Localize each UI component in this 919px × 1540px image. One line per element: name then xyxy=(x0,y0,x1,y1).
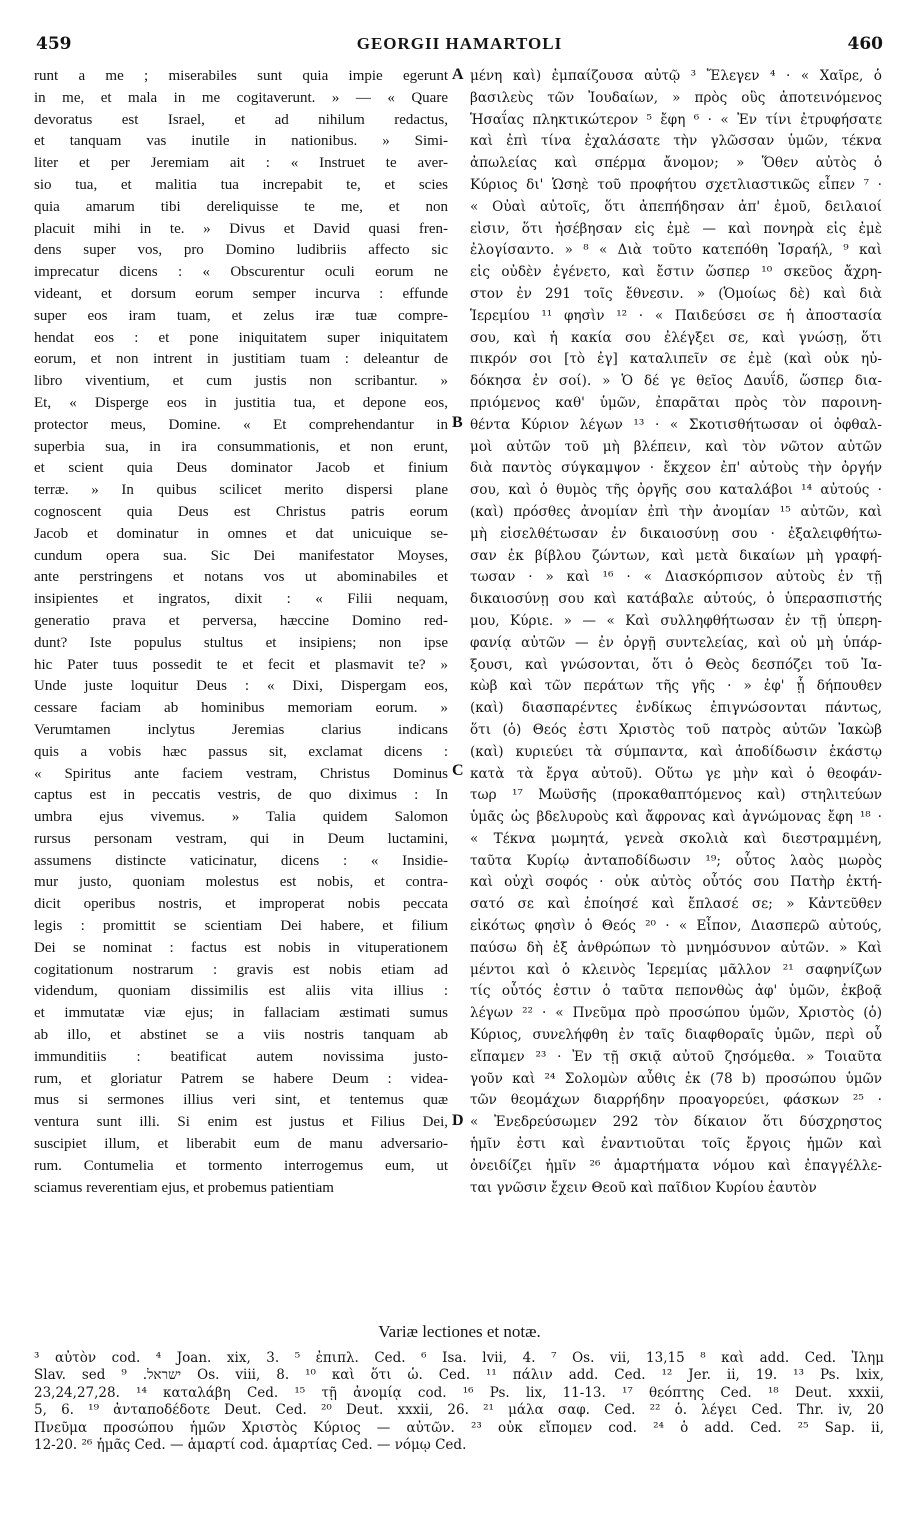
notes-title: Variæ lectiones et notæ. xyxy=(378,1322,541,1341)
greek-text-line: καὶ ἐπὶ τίνα ἐχαλάσατε τὴν γλῶσσαν ὑμῶν, τέκνα xyxy=(470,133,882,150)
latin-text-line: dens super vos, pro Domino ludibriis affecto sic xyxy=(34,242,448,259)
latin-text-line: ante perstringens et notans vos ut abominabiles et xyxy=(34,569,448,586)
latin-text-line: ab illo, et abstinet se a viis nostris tanquam ab xyxy=(34,1027,448,1044)
note-line: Slav. sed ישראל. ⁹ Os. viii, 8. ¹⁰ καὶ ὅτι ὡ. Ced. ¹¹ πάλιν add. Ced. ¹² Jer. ii, 19. ¹³ Ps. lxix, xyxy=(34,1367,884,1384)
greek-text-line: πικρόν σοι [τὸ ἐγ] καταλιπεῖν σε ἐμὲ (καὶ οὐκ ηὐ- xyxy=(470,351,882,368)
page-number-right: 460 xyxy=(847,34,883,54)
latin-text-line: in me, et mala in me cogitaverunt. » — « Quare xyxy=(34,89,448,106)
note-line: Πνεῦμα προσώπου ἡμῶν Χριστὸς Κύριος — αὐτῶν. ²³ οὐκ εἴπομεν cod. ²⁴ ὁ add. Ced. ²⁵ Sap. ii, xyxy=(34,1419,884,1436)
variant-notes xyxy=(34,1350,884,1454)
greek-text-line: μου, Κύριε. » — « Καὶ συλληφθήτωσαν ἐν τῇ ὑπερη- xyxy=(470,612,882,629)
greek-text-line: σου, καὶ ἡ κακία σου ἐλέγξει σε, καὶ γνώσῃ, ὅτι xyxy=(470,329,882,346)
greek-text-line: μὴ εἰσελθέτωσαν ἐν δικαιοσύνῃ σου · ἐξαλειφθήτω- xyxy=(470,525,882,542)
latin-text-line: imprecatur dicens : « Obscurentur oculi eorum ne xyxy=(34,264,448,281)
latin-text-line: super eos iram tuam, et zelus iræ tuæ compre- xyxy=(34,307,448,324)
latin-text-line: protector meus, Domine. « Et comprehendantur in xyxy=(34,416,448,433)
latin-text-line: videant, et dorsum eorum semper incurva : effunde xyxy=(34,285,448,302)
latin-text-line: et tanquam vas inutile in nationibus. » Simi- xyxy=(34,133,448,150)
page-header xyxy=(36,34,883,58)
latin-text-line: liter et per Jeremiam ait : « Instruet te aver- xyxy=(34,155,448,172)
greek-text-line: τωσαν · » καὶ ¹⁶ · « Διασκόρπισον αὐτοὺς ἐν τῇ xyxy=(470,569,882,586)
greek-text-line: (καὶ) κυριεύει τὰ σύμπαντα, καὶ ἀποδίδωσιν ἑκάστῳ xyxy=(470,743,882,760)
margin-letter-a: A xyxy=(452,66,464,83)
latin-text-line: et immutatæ viæ ejus; in fallaciam æstimati sumus xyxy=(34,1005,448,1022)
latin-text-line: rum. Contumelia et tormento interrogemus eum, ut xyxy=(34,1157,448,1174)
latin-text-line: captus est in peccatis vestris, de quo diximus : In xyxy=(34,787,448,804)
greek-text-line: διὰ παντὸς σύγκαμψον · ἔκχεον ἐπ' αὐτοὺς τὴν ὀργήν xyxy=(470,460,882,477)
latin-text-line: mus si sermones illius veri sint, et tentemus quæ xyxy=(34,1092,448,1109)
greek-text-line: καὶ οὐχὶ σοφός · οὐκ αὐτὸς οὗτός σου Πατὴρ ἐκτή- xyxy=(470,874,882,891)
latin-text-line: Dei se nominat : factus est nobis in vituperationem xyxy=(34,939,448,956)
greek-text-line: ὅτι (ὁ) Θεός ἐστι Χριστὸς τοῦ πατρὸς αὐτῶν Ἰακὼβ xyxy=(470,721,882,738)
greek-text-line: εἰσιν, ὅτι ἠσέβησαν εἰς ἐμὲ — καὶ πονηρὰ εἰς ἐμὲ xyxy=(470,220,882,237)
greek-text-line: ταῦτα Κυρίῳ ἀνταποδίδωσιν ¹⁹; οὗτος λαὸς μωρὸς xyxy=(470,852,882,869)
latin-text-line: suscipiet illum, et liberabit eum de manu adversario- xyxy=(34,1136,448,1153)
latin-text-line: runt a me ; miserabiles sunt quia impie egerunt xyxy=(34,68,448,84)
latin-text-line: eorum, et non intrent in justitiam tuam : deleantur de xyxy=(34,351,448,368)
latin-text-line: assumens distincte vaticinatur, dicens : « Insidie- xyxy=(34,852,448,869)
latin-text-line: Verumtamen inclytus Jeremias clarius indicans xyxy=(34,721,448,738)
greek-text-line: ὑμᾶς ὡς βδελυροὺς καὶ ἄφρονας καὶ ἀγνώμονας ἔφη ¹⁸ · xyxy=(470,809,882,826)
latin-text-line: insipientes et ingratos, dixit : « Filii nequam, xyxy=(34,591,448,608)
margin-letter-d: D xyxy=(452,1112,464,1129)
latin-text-line: rursus personam vestram, qui in Deum luctamini, xyxy=(34,830,448,847)
greek-text-line: « Ἐνεδρεύσωμεν 292 τὸν δίκαιον ὅτι δύσχρηστος xyxy=(470,1114,882,1131)
page-number-left: 459 xyxy=(36,34,72,54)
greek-column xyxy=(470,66,882,1199)
greek-text-line: φανίᾳ αὐτῶν — ἐν ὀργῇ συντελείας, καὶ οὐ μὴ ὑπάρ- xyxy=(470,634,882,651)
margin-letter-b: B xyxy=(452,414,463,431)
greek-text-line: κατὰ τὰ ἔργα αὐτοῦ). Οὕτω γε μὴν καὶ ὁ θεοφάν- xyxy=(470,765,882,782)
greek-text-line: Κύριος δι' Ὡσηὲ τοῦ προφήτου σχετλιαστικῶς εἶπεν ⁷ · xyxy=(470,176,882,193)
latin-text-line: libro viventium, et cum justis non scribantur. » xyxy=(34,373,448,390)
latin-text-line: Unde juste loquitur Deus : « Dixi, Dispergam eos, xyxy=(34,678,448,695)
latin-text-line: sciamus reverentiam ejus, et probemus patientiam xyxy=(34,1179,334,1196)
latin-text-line: superbia sua, in ira consummationis, et non erunt, xyxy=(34,438,448,455)
latin-text-line: videndum, quoniam dissimilis est aliis vita illius : xyxy=(34,983,448,1000)
greek-text-line: (καὶ) πρόσθες ἀνομίαν ἐπὶ τὴν ἀνομίαν ¹⁵ αὐτῶν, καὶ xyxy=(470,503,882,520)
greek-text-line: « Οὐαὶ αὐτοῖς, ὅτι ἀπεπήδησαν ἀπ' ἐμοῦ, δειλαιοί xyxy=(470,198,882,215)
greek-text-line: ἡμῖν ἐστι καὶ ἐναντιοῦται τοῖς ἔργοις ἡμῶν καὶ xyxy=(470,1136,882,1153)
latin-column xyxy=(34,66,448,1199)
greek-text-line: δικαιοσύνῃ σου καὶ κατάβαλε αὐτούς, ὁ ὑπερασπιστής xyxy=(470,591,882,608)
latin-text-line: cundum opera sua. Sic Dei manifestator Moyses, xyxy=(34,547,448,564)
latin-text-line: mur justo, quoniam molestus est nobis, et contra- xyxy=(34,874,448,891)
running-title: GEORGII HAMARTOLI xyxy=(356,34,563,53)
greek-text-line: μοὶ αὐτῶν τοῦ μὴ βλέπειν, καὶ τὸν νῶτον αὐτῶν xyxy=(470,438,882,455)
greek-text-line: δόκησα ἐν σοί). » Ὁ δέ γε θεῖος Δαυΐδ, ὥσπερ δια- xyxy=(470,373,882,390)
greek-text-line: βασιλεὺς τῶν Ἰουδαίων, » πρὸς οὓς ἀποτεινόμενος xyxy=(470,89,882,106)
greek-text-line: τωρ ¹⁷ Μωϋσῆς (προκαθαπτόμενος καὶ) στηλιτεύων xyxy=(470,787,882,804)
greek-text-line: θέντα Κύριον λέγων ¹³ · « Σκοτισθήτωσαν οἱ ὀφθαλ- xyxy=(470,416,882,433)
latin-text-line: umbra ejus vivemus. » Talia quidem Salomon xyxy=(34,809,448,826)
latin-text-line: cogitationum nostrarum : gravis est nobis etiam ad xyxy=(34,961,448,978)
greek-text-line: κὼβ καὶ τῶν περάτων τῆς γῆς · » ἐφ' ᾗ δήπουθεν xyxy=(470,678,882,695)
greek-text-line: τίς οὗτός ἐστιν ὁ ταῦτα πεπονθὼς ἀφ' ὑμῶν, ἐκβοᾷ xyxy=(470,983,882,1000)
greek-text-line: παύσω δὴ ἐξ ἀνθρώπων τὸ μνημόσυνον αὐτῶν. » Καὶ xyxy=(470,939,882,956)
greek-text-line: εἰκότως φησὶν ὁ Θεός ²⁰ · « Εἶπον, Διασπερῶ αὐτούς, xyxy=(470,918,882,935)
greek-text-line: λέγων ²² · « Πνεῦμα πρὸ προσώπου ὑμῶν, Χριστὸς (ὁ) xyxy=(470,1005,882,1022)
greek-text-line: ὀνειδίζει ἡμῖν ²⁶ ἁμαρτήματα νόμου καὶ ἐπαγγέλλε- xyxy=(470,1157,882,1174)
latin-text-line: sio tua, et malitia tua increpabit te, et scies xyxy=(34,176,448,193)
latin-text-line: et scient quia Deus dominator Jacob et finium xyxy=(34,460,448,477)
latin-text-line: placuit mihi in te. » Divus et David quasi fren- xyxy=(34,220,448,237)
latin-text-line: hic Pater tuus possedit te et fecit et plasmavit te? » xyxy=(34,656,448,673)
latin-text-line: « Spiritus ante faciem vestram, Christus Dominus xyxy=(34,765,448,782)
latin-text-line: quia amarum tibi dereliquisse te me, et non xyxy=(34,198,448,215)
latin-text-line: ventura sunt illi. Si enim est justus et Filius Dei, xyxy=(34,1114,448,1131)
greek-text-line: τῶν θεομάχων διαρρήδην προαγορεύει, φάσκων ²⁵ · xyxy=(470,1092,882,1109)
greek-text-line: Ἡσαΐας πληκτικώτερον ⁵ ἔφη ⁶ · « Ἐν τίνι ἐτρυφήσατε xyxy=(470,111,882,128)
latin-text-line: Jacob et dominatur in omnes et dat unicuique se- xyxy=(34,525,448,542)
note-line: 23,24,27,28. ¹⁴ καταλάβη Ced. ¹⁵ τῇ ἀνομίᾳ cod. ¹⁶ Ps. lix, 11-13. ¹⁷ θεόπτης Ced. ¹⁸ Deut. xxxii, xyxy=(34,1384,884,1401)
latin-text-line: quis a vobis hæc passus sit, exclamat dicens : xyxy=(34,743,448,760)
latin-text-line: cognoscent quia Deus est Christus patris eorum xyxy=(34,503,448,520)
note-line: 12-20. ²⁶ ἡμᾶς Ced. — ἁμαρτί cod. ἁμαρτίας Ced. — νόμῳ Ced. xyxy=(34,1436,467,1453)
latin-text-line: dicit operibus nostris, et improperat nobis peccata xyxy=(34,896,448,913)
latin-text-line: Et, « Disperge eos in justitia tua, et depone eos, xyxy=(34,394,448,411)
greek-text-line: ξουσι, καὶ γνώσονται, ὅτι ὁ Θεὸς δεσπόζει τοῦ Ἰα- xyxy=(470,656,882,673)
greek-text-line: σατό σε καὶ ἐποίησέ καὶ ἔπλασέ σε; » Κἀντεῦθεν xyxy=(470,896,882,913)
greek-text-line: Κύριος, συνελήφθη ἐν ταῖς διαφθοραῖς ὑμῶν, περὶ οὗ xyxy=(470,1027,882,1044)
greek-text-line: πριόμενος καθ' ὑμῶν, ἐπαρᾶται πρὸς τὸν παροινη- xyxy=(470,394,882,411)
latin-text-line: immunditiis : beatificat autem novissima justo- xyxy=(34,1048,448,1065)
greek-text-line: « Τέκνα μωμητά, γενεὰ σκολιὰ καὶ διεστραμμένη, xyxy=(470,830,882,847)
greek-text-line: στον ἐν 291 τοῖς ἔθνεσιν. » (Ὁμοίως δὲ) καὶ διὰ xyxy=(470,285,882,302)
latin-text-line: terræ. » In quibus scilicet merito dispersi plane xyxy=(34,482,448,499)
latin-text-line: cessare faciam ab hominibus memoriam eorum. » xyxy=(34,700,448,717)
latin-text-line: generatio prava et perversa, hæccine Domino red- xyxy=(34,612,448,629)
latin-text-line: devoratus est Israel, et ad nihilum redactus, xyxy=(34,111,448,128)
greek-text-line: σαν ἐκ βίβλου ζώντων, καὶ μετὰ δικαίων μὴ γραφή- xyxy=(470,547,882,564)
greek-text-line: σου, καὶ ὁ θυμὸς τῆς ὀργῆς σου καταλάβοι ¹⁴ αὐτούς · xyxy=(470,482,882,499)
greek-text-line: ται γνῶσιν ἔχειν Θεοῦ καὶ παῖδιον Κυρίου ἑαυτὸν xyxy=(470,1179,817,1196)
greek-text-line: μένη καὶ) ἐμπαίζουσα αὐτῷ ³ Ἔλεγεν ⁴ · « Χαῖρε, ὁ xyxy=(470,68,882,84)
margin-letter-c: C xyxy=(452,762,464,779)
latin-text-line: dunt? Iste populus stultus et insipiens; non ipse xyxy=(34,634,448,651)
note-line: ³ αὐτὸν cod. ⁴ Joan. xix, 3. ⁵ ἐπιπλ. Ced. ⁶ Isa. lvii, 4. ⁷ Os. vii, 13,15 ⁸ καὶ add. Ced. Ἰλημ xyxy=(34,1350,884,1366)
note-line: 5, 6. ¹⁹ ἀνταποδέδοτε Deut. Ced. ²⁰ Deut. xxxii, 26. ²¹ μάλα σαφ. Ced. ²² ὁ. λέγει Ced. Thr. iv, 20 xyxy=(34,1402,884,1419)
latin-text-line: rum, et gloriatur Patrem se habere Deum : videa- xyxy=(34,1070,448,1087)
greek-text-line: (καὶ) διασπαρέντες ἐνδίκως ἐπιγνώσονται πάντως, xyxy=(470,700,882,717)
greek-text-line: ἐλογίσαντο. » ⁸ « Διὰ τοῦτο κατεπόθη Ἰσραήλ, ⁹ καὶ xyxy=(470,242,882,259)
greek-text-line: εἴπαμεν ²³ · Ἐν τῇ σκιᾷ αὐτοῦ ζησόμεθα. » Τοιαῦτα xyxy=(470,1048,882,1065)
greek-text-line: μέντοι καὶ ὁ κλεινὸς Ἱερεμίας μᾶλλον ²¹ σαφηνίζων xyxy=(470,961,882,978)
greek-text-line: εἰς οὐδὲν ἐγένετο, καὶ ἔστιν ὥσπερ ¹⁰ σκεῦος ἄχρη- xyxy=(470,264,882,281)
greek-text-line: ἀπωλείας καὶ σπέρμα ἄνομον; » Ὅθεν αὐτὸς ὁ xyxy=(470,155,882,172)
latin-text-line: legis : promittit se scientiam Dei habere, et filium xyxy=(34,918,448,935)
latin-text-line: hendat eos : et pone iniquitatem super iniquitatem xyxy=(34,329,448,346)
greek-text-line: γοῦν καὶ ²⁴ Σολομὼν αὖθις ἐκ (78 b) προσώπου ὑμῶν xyxy=(470,1070,882,1087)
greek-text-line: Ἱερεμίου ¹¹ φησὶν ¹² · « Παιδεύσει σε ἡ ἀποστασία xyxy=(470,307,882,324)
